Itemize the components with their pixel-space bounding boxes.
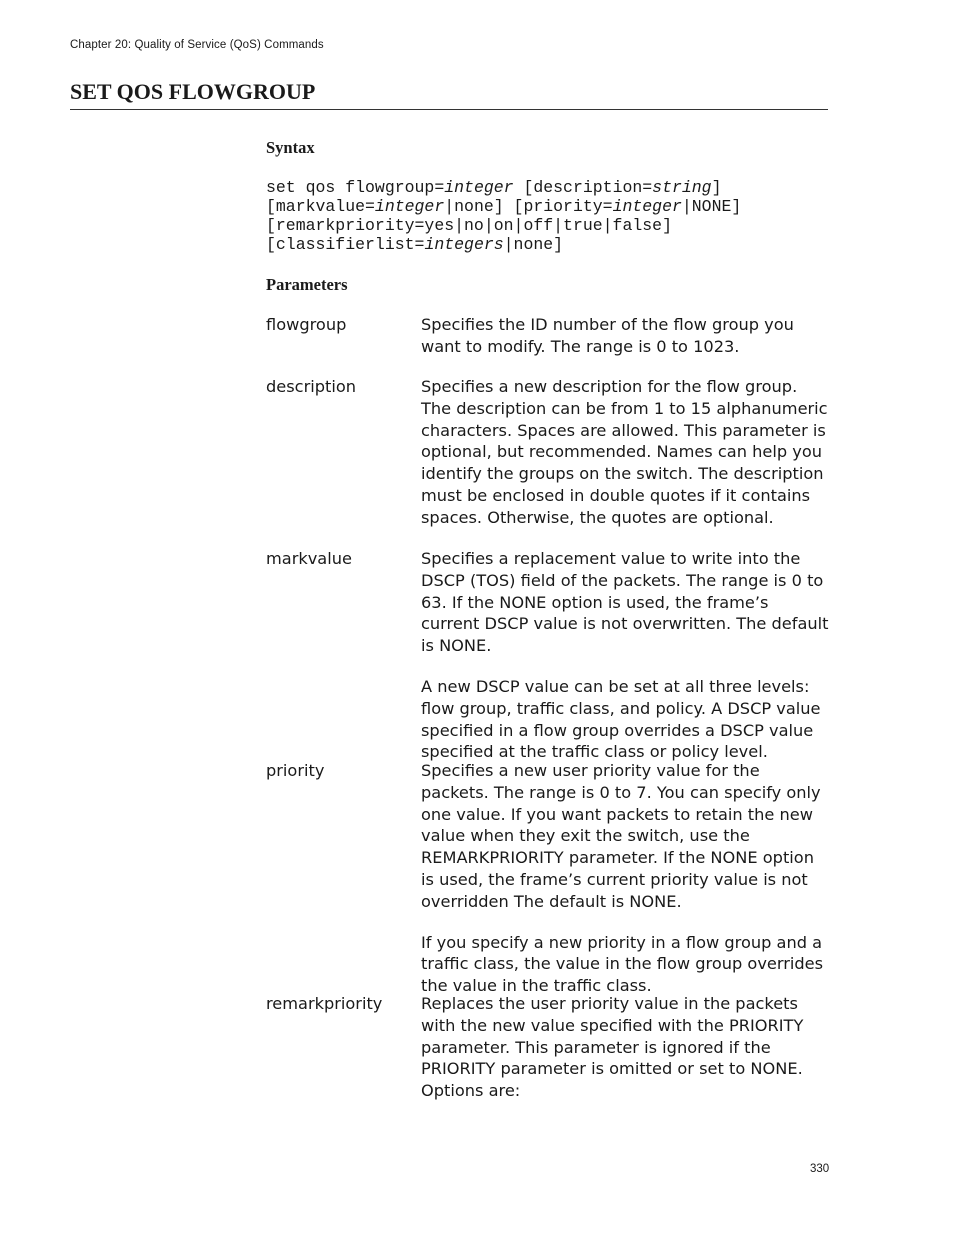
param-paragraph: A new DSCP value can be set at all three levels: flow group, traffic class, and policy. A DSCP value specified in a flow group overrides a DSCP value specified at the traffic class or policy level.	[421, 676, 821, 762]
title-rule	[70, 109, 828, 110]
syntax-text: [classifierlist=	[266, 235, 425, 254]
syntax-heading: Syntax	[266, 138, 315, 157]
running-head: Chapter 20: Quality of Service (QoS) Commands	[70, 39, 324, 51]
page-number: 330	[810, 1163, 830, 1175]
param-paragraph: Specifies a new description for the flow group. The description can be from 1 to 15 alphanumeric characters. Spaces are allowed. This parameter is optional, but recommended. Names can help you identify the groups on the switch. The description must be enclosed in double quotes if it contains spaces. Otherwise, the quotes are optional.	[421, 377, 828, 527]
param-description	[421, 548, 831, 763]
syntax-line	[266, 197, 741, 216]
syntax-line	[266, 178, 741, 197]
param-description	[421, 376, 831, 529]
syntax-text: |none]	[503, 235, 564, 254]
syntax-text: [markvalue=	[266, 197, 375, 216]
syntax-placeholder: integer	[612, 197, 682, 216]
param-name: flowgroup	[266, 315, 347, 334]
syntax-placeholder: string	[652, 178, 712, 197]
syntax-text: ]	[711, 178, 722, 197]
syntax-text: |NONE]	[681, 197, 742, 216]
syntax-line	[266, 235, 741, 254]
syntax-text: |none] [priority=	[444, 197, 613, 216]
param-paragraph: Specifies a replacement value to write into the DSCP (TOS) field of the packets. The range is 0 to 63. If the NONE option is used, the frame’s current DSCP value is not overwritten. The default is NONE.	[421, 549, 829, 656]
parameters-heading: Parameters	[266, 275, 348, 294]
param-description	[421, 993, 831, 1102]
param-paragraph: Specifies the ID number of the flow group you want to modify. The range is 0 to 1023.	[421, 315, 794, 356]
syntax-line	[266, 216, 741, 235]
syntax-text: [remarkpriority=yes|no|on|off|true|false]	[266, 216, 672, 235]
param-description	[421, 760, 831, 997]
syntax-block	[266, 178, 741, 254]
param-name: remarkpriority	[266, 994, 383, 1013]
param-paragraph: Replaces the user priority value in the packets with the new value specified with the PRIORITY parameter. This parameter is ignored if the PRIORITY parameter is omitted or set to NONE. Options are:	[421, 994, 804, 1101]
param-name: markvalue	[266, 549, 352, 568]
param-name: description	[266, 377, 357, 396]
syntax-placeholder: integer	[444, 178, 514, 197]
syntax-text: [description=	[513, 178, 653, 197]
syntax-text: set qos flowgroup=	[266, 178, 445, 197]
param-paragraph: If you specify a new priority in a flow group and a traffic class, the value in the flow group overrides the value in the traffic class.	[421, 932, 824, 996]
syntax-placeholder: integers	[424, 235, 504, 254]
param-description	[421, 314, 831, 358]
param-paragraph: Specifies a new user priority value for the packets. The range is 0 to 7. You can specify only one value. If you want packets to retain the new value when they exit the switch, use the REMARKPRIORITY parameter. If the NONE option is used, the frame’s current priority value is not overridden The default is NONE.	[421, 761, 821, 911]
param-name: priority	[266, 761, 325, 780]
page-title: SET QOS FLOWGROUP	[70, 79, 316, 104]
syntax-placeholder: integer	[374, 197, 445, 216]
